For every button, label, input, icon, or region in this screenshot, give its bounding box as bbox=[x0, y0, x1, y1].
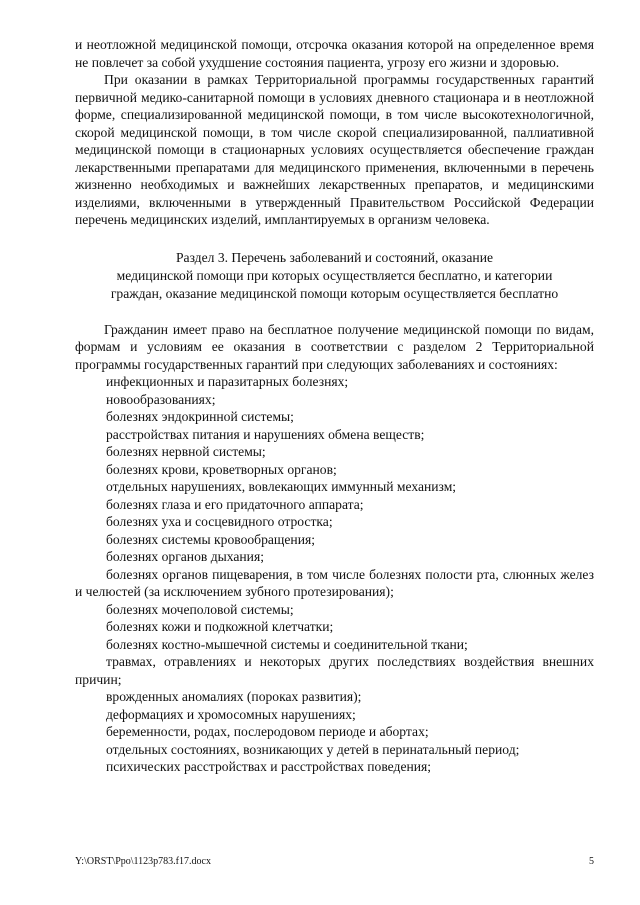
conditions-list bbox=[75, 373, 594, 776]
file-path: Y:\ORST\Ppo\1123p783.f17.docx bbox=[75, 856, 211, 867]
list-item: инфекционных и паразитарных болезнях; bbox=[106, 374, 349, 389]
list-item: отдельных состояниях, возникающих у детей в перинатальный период; bbox=[106, 741, 520, 757]
section-heading bbox=[75, 249, 594, 303]
list-item: новообразованиях; bbox=[106, 391, 216, 407]
section-heading-line: Раздел 3. Перечень заболеваний и состояний, оказание bbox=[175, 249, 494, 265]
list-item: болезнях крови, кроветворных органов; bbox=[106, 461, 337, 477]
section-heading-line: медицинской помощи при которых осуществляется бесплатно, и категории bbox=[116, 267, 553, 283]
list-item: деформациях и хромосомных нарушениях; bbox=[106, 706, 356, 722]
list-item: психических расстройствах и расстройствах поведения; bbox=[106, 759, 432, 774]
list-item: врожденных аномалиях (пороках развития); bbox=[106, 689, 362, 704]
list-item: болезнях нервной системы; bbox=[106, 444, 266, 459]
drugs-paragraph: При оказании в рамках Территориальной программы государственных гарантий первичной медико-санитарной помощи в условиях дневного стационара и в неотложной форме, специализированной медицинской помощи, в том числе высокотехнологичной, скорой медицинской помощи, в том числе скорой специализированной, паллиативной медицинской помощи в стационарных условиях осуществляется обеспечение граждан лекарственными препаратами для медицинского применения, включенными в перечень жизненно необходимых и важнейших лекарственных препаратов, и медицинскими изделиями, включенными в утвержденный Правительством Российской Федерации перечень медицинских изделий, имплантируемых в организм человека. bbox=[75, 72, 594, 227]
list-item: болезнях органов дыхания; bbox=[106, 549, 264, 564]
intro-paragraph: и неотложной медицинской помощи, отсрочка оказания которой на определенное время не повлечет за собой ухудшение состояния пациента, угрозу его жизни и здоровью. bbox=[75, 37, 594, 70]
list-item: травмах, отравлениях и некоторых других последствиях воздействия внешних причин; bbox=[75, 654, 594, 687]
list-item: болезнях мочеполовой системы; bbox=[106, 601, 294, 617]
list-item: беременности, родах, послеродовом периоде и абортах; bbox=[106, 724, 429, 739]
page-footer bbox=[75, 856, 594, 867]
list-item: болезнях эндокринной системы; bbox=[106, 409, 294, 424]
document-body bbox=[75, 36, 594, 776]
list-item: болезнях органов пищеварения, в том числе болезнях полости рта, слюнных желез и челюстей (за исключением зубного протезирования); bbox=[75, 566, 594, 599]
section-heading-line: граждан, оказание медицинской помощи которым осуществляется бесплатно bbox=[110, 285, 559, 301]
list-item: болезнях костно-мышечной системы и соединительной ткани; bbox=[106, 636, 468, 652]
list-item: болезнях уха и сосцевидного отростка; bbox=[106, 514, 333, 529]
list-item: расстройствах питания и нарушениях обмена веществ; bbox=[106, 426, 425, 442]
list-item: отдельных нарушениях, вовлекающих иммунный механизм; bbox=[106, 479, 457, 494]
list-item: болезнях системы кровообращения; bbox=[106, 531, 316, 547]
rights-paragraph: Гражданин имеет право на бесплатное получение медицинской помощи по видам, формам и условиям ее оказания в соответствии с разделом 2 Территориальной программы государственных гарантий при следующих заболеваниях и состояниях: bbox=[75, 321, 594, 372]
list-item: болезнях глаза и его придаточного аппарата; bbox=[106, 496, 364, 512]
page-number: 5 bbox=[589, 856, 594, 867]
list-item: болезнях кожи и подкожной клетчатки; bbox=[106, 619, 334, 634]
